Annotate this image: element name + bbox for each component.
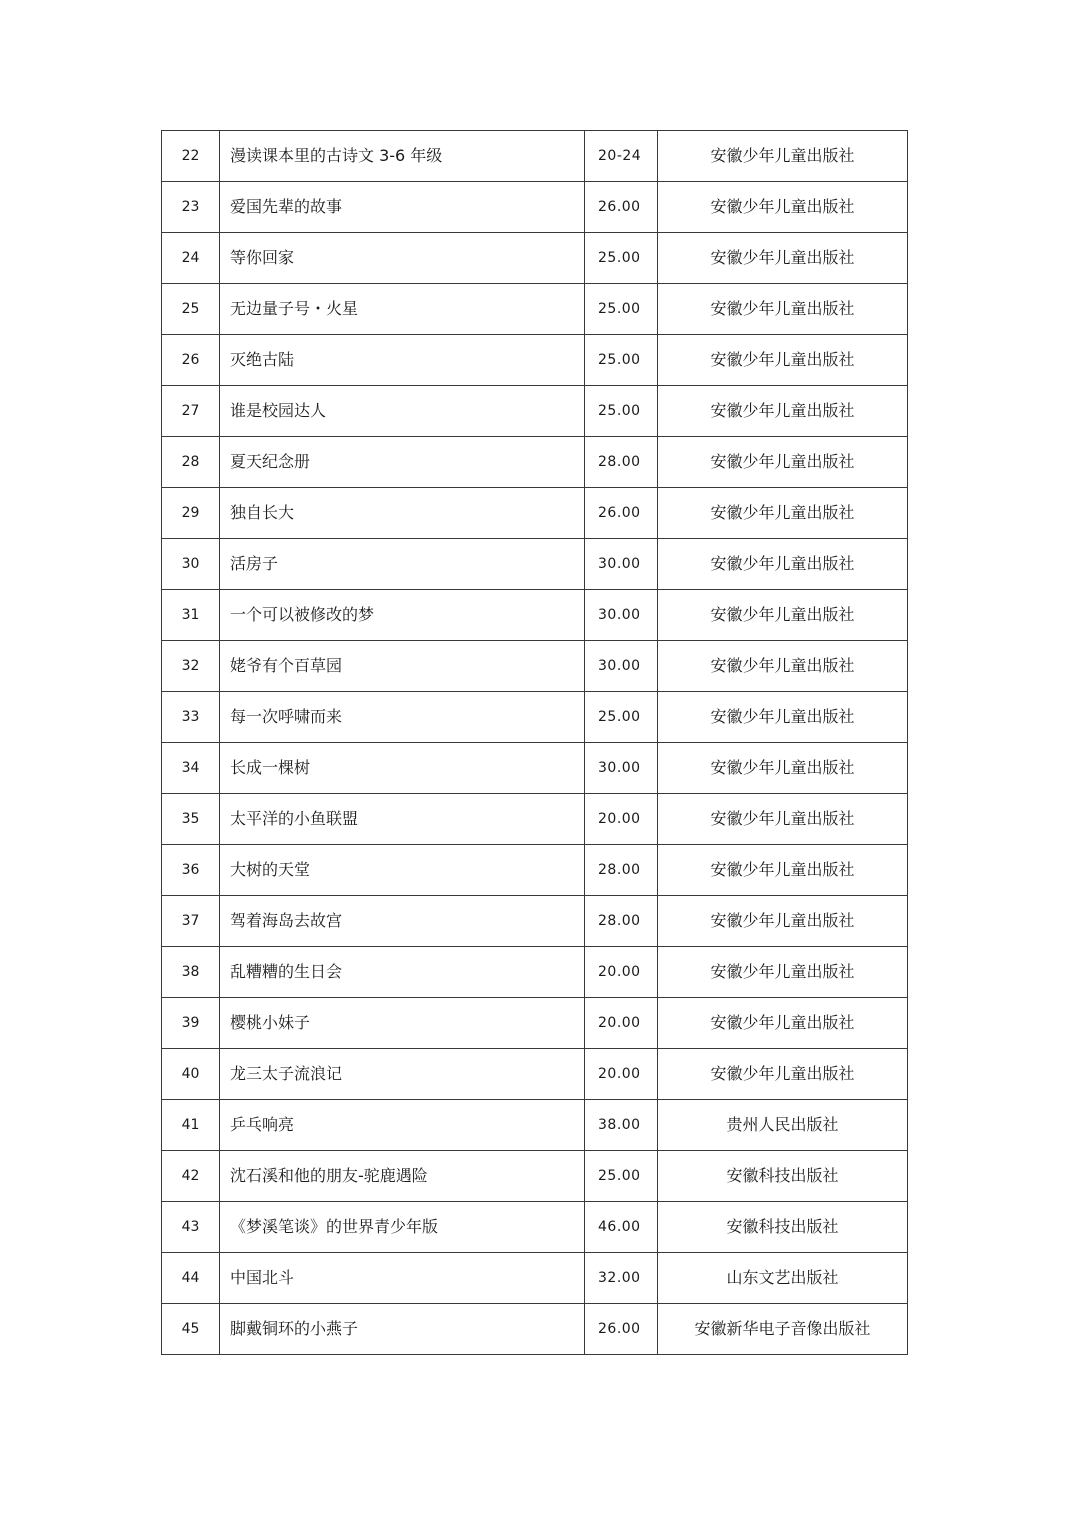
book-title-cell: 一个可以被修改的梦	[220, 590, 585, 641]
row-number-cell: 44	[162, 1253, 220, 1304]
book-title-cell: 脚戴铜环的小燕子	[220, 1304, 585, 1355]
price-cell: 20.00	[585, 1049, 658, 1100]
row-number-cell: 41	[162, 1100, 220, 1151]
row-number-cell: 38	[162, 947, 220, 998]
table-row	[162, 641, 908, 692]
book-list-body	[162, 131, 908, 1355]
publisher-cell: 安徽少年儿童出版社	[658, 692, 908, 743]
table-row	[162, 1049, 908, 1100]
table-row	[162, 488, 908, 539]
book-title-cell: 独自长大	[220, 488, 585, 539]
table-row	[162, 1151, 908, 1202]
table-row	[162, 233, 908, 284]
publisher-cell: 安徽少年儿童出版社	[658, 590, 908, 641]
book-title-cell: 每一次呼啸而来	[220, 692, 585, 743]
book-title-cell: 乒乓响亮	[220, 1100, 585, 1151]
price-cell: 28.00	[585, 896, 658, 947]
book-list-table	[161, 130, 908, 1355]
book-title-cell: 乱糟糟的生日会	[220, 947, 585, 998]
price-cell: 28.00	[585, 437, 658, 488]
row-number-cell: 29	[162, 488, 220, 539]
publisher-cell: 安徽科技出版社	[658, 1151, 908, 1202]
table-row	[162, 1304, 908, 1355]
row-number-cell: 25	[162, 284, 220, 335]
table-row	[162, 284, 908, 335]
table-row	[162, 947, 908, 998]
table-row	[162, 1100, 908, 1151]
publisher-cell: 安徽少年儿童出版社	[658, 335, 908, 386]
table-row	[162, 386, 908, 437]
price-cell: 20.00	[585, 947, 658, 998]
price-cell: 30.00	[585, 641, 658, 692]
row-number-cell: 39	[162, 998, 220, 1049]
row-number-cell: 45	[162, 1304, 220, 1355]
book-title-cell: 长成一棵树	[220, 743, 585, 794]
price-cell: 28.00	[585, 845, 658, 896]
price-cell: 25.00	[585, 233, 658, 284]
table-row	[162, 1202, 908, 1253]
row-number-cell: 24	[162, 233, 220, 284]
price-cell: 25.00	[585, 335, 658, 386]
row-number-cell: 22	[162, 131, 220, 182]
table-row	[162, 131, 908, 182]
table-row	[162, 335, 908, 386]
price-cell: 32.00	[585, 1253, 658, 1304]
book-title-cell: 无边量子号・火星	[220, 284, 585, 335]
row-number-cell: 43	[162, 1202, 220, 1253]
row-number-cell: 30	[162, 539, 220, 590]
price-cell: 20.00	[585, 794, 658, 845]
publisher-cell: 安徽少年儿童出版社	[658, 539, 908, 590]
book-title-cell: 中国北斗	[220, 1253, 585, 1304]
row-number-cell: 33	[162, 692, 220, 743]
book-title-cell: 大树的天堂	[220, 845, 585, 896]
book-title-cell: 谁是校园达人	[220, 386, 585, 437]
publisher-cell: 安徽少年儿童出版社	[658, 794, 908, 845]
publisher-cell: 安徽少年儿童出版社	[658, 641, 908, 692]
price-cell: 38.00	[585, 1100, 658, 1151]
row-number-cell: 28	[162, 437, 220, 488]
book-title-cell: 樱桃小妹子	[220, 998, 585, 1049]
price-cell: 26.00	[585, 488, 658, 539]
price-cell: 26.00	[585, 1304, 658, 1355]
publisher-cell: 安徽少年儿童出版社	[658, 233, 908, 284]
row-number-cell: 36	[162, 845, 220, 896]
row-number-cell: 42	[162, 1151, 220, 1202]
table-row	[162, 437, 908, 488]
book-title-cell: 等你回家	[220, 233, 585, 284]
table-row	[162, 182, 908, 233]
book-title-cell: 夏天纪念册	[220, 437, 585, 488]
publisher-cell: 安徽少年儿童出版社	[658, 998, 908, 1049]
book-title-cell: 沈石溪和他的朋友-驼鹿遇险	[220, 1151, 585, 1202]
price-cell: 26.00	[585, 182, 658, 233]
publisher-cell: 安徽少年儿童出版社	[658, 182, 908, 233]
row-number-cell: 27	[162, 386, 220, 437]
row-number-cell: 35	[162, 794, 220, 845]
table-row	[162, 896, 908, 947]
publisher-cell: 安徽少年儿童出版社	[658, 947, 908, 998]
price-cell: 20.00	[585, 998, 658, 1049]
row-number-cell: 40	[162, 1049, 220, 1100]
publisher-cell: 安徽少年儿童出版社	[658, 1049, 908, 1100]
table-row	[162, 590, 908, 641]
price-cell: 25.00	[585, 284, 658, 335]
row-number-cell: 23	[162, 182, 220, 233]
book-title-cell: 爱国先辈的故事	[220, 182, 585, 233]
price-cell: 30.00	[585, 539, 658, 590]
book-title-cell: 姥爷有个百草园	[220, 641, 585, 692]
publisher-cell: 安徽少年儿童出版社	[658, 437, 908, 488]
book-title-cell: 《梦溪笔谈》的世界青少年版	[220, 1202, 585, 1253]
publisher-cell: 安徽少年儿童出版社	[658, 386, 908, 437]
price-cell: 20-24	[585, 131, 658, 182]
price-cell: 30.00	[585, 743, 658, 794]
book-title-cell: 活房子	[220, 539, 585, 590]
price-cell: 25.00	[585, 1151, 658, 1202]
price-cell: 25.00	[585, 386, 658, 437]
book-title-cell: 漫读课本里的古诗文 3-6 年级	[220, 131, 585, 182]
publisher-cell: 安徽少年儿童出版社	[658, 845, 908, 896]
publisher-cell: 安徽新华电子音像出版社	[658, 1304, 908, 1355]
table-row	[162, 692, 908, 743]
row-number-cell: 31	[162, 590, 220, 641]
publisher-cell: 安徽少年儿童出版社	[658, 488, 908, 539]
publisher-cell: 安徽少年儿童出版社	[658, 896, 908, 947]
table-row	[162, 539, 908, 590]
row-number-cell: 34	[162, 743, 220, 794]
table-row	[162, 794, 908, 845]
price-cell: 25.00	[585, 692, 658, 743]
publisher-cell: 安徽科技出版社	[658, 1202, 908, 1253]
table-row	[162, 743, 908, 794]
book-title-cell: 灭绝古陆	[220, 335, 585, 386]
publisher-cell: 安徽少年儿童出版社	[658, 743, 908, 794]
publisher-cell: 安徽少年儿童出版社	[658, 131, 908, 182]
table-row	[162, 998, 908, 1049]
table-row	[162, 845, 908, 896]
row-number-cell: 32	[162, 641, 220, 692]
price-cell: 46.00	[585, 1202, 658, 1253]
table-row	[162, 1253, 908, 1304]
book-title-cell: 驾着海岛去故宫	[220, 896, 585, 947]
publisher-cell: 山东文艺出版社	[658, 1253, 908, 1304]
price-cell: 30.00	[585, 590, 658, 641]
row-number-cell: 26	[162, 335, 220, 386]
publisher-cell: 安徽少年儿童出版社	[658, 284, 908, 335]
book-title-cell: 太平洋的小鱼联盟	[220, 794, 585, 845]
publisher-cell: 贵州人民出版社	[658, 1100, 908, 1151]
book-title-cell: 龙三太子流浪记	[220, 1049, 585, 1100]
row-number-cell: 37	[162, 896, 220, 947]
